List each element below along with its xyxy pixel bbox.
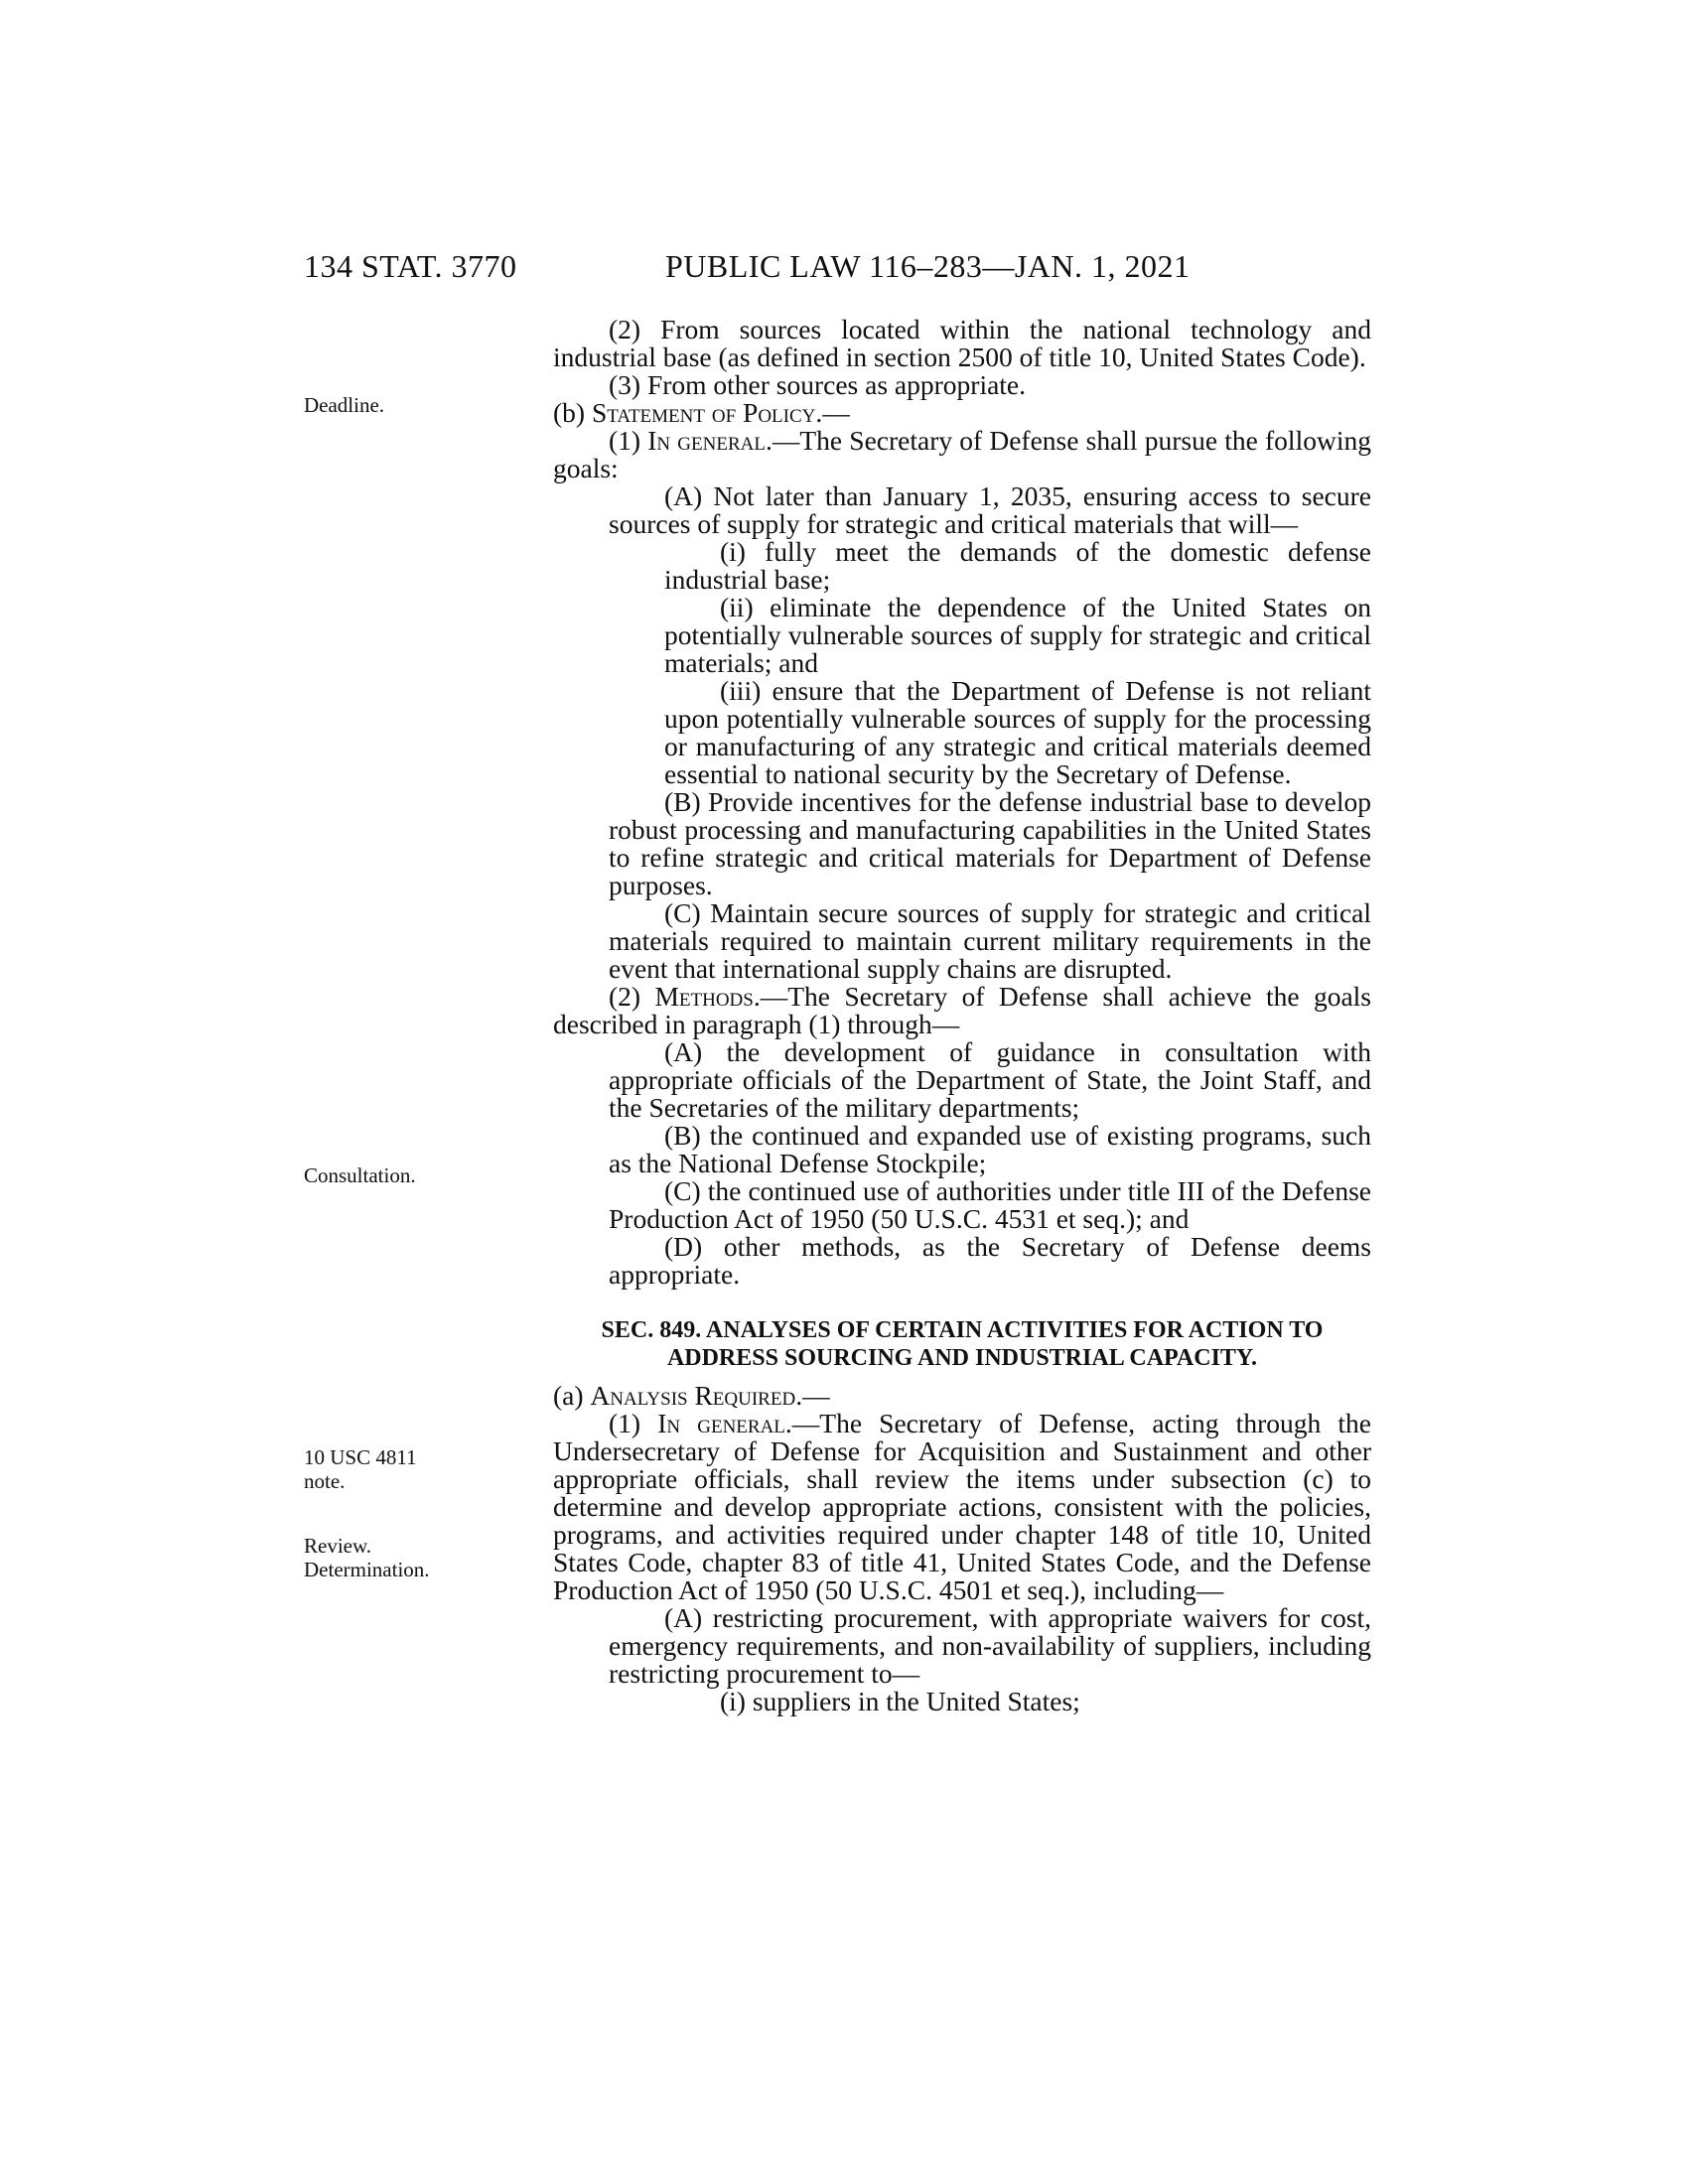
paragraph-b1-prefix: (1)	[609, 425, 648, 456]
margin-note-review-line: Review.	[304, 1534, 372, 1558]
subparagraph-b1C: (C) Maintain secure sources of supply for strategic and critical materials required to maintain current military requirements in the event that international supply chains are disrupted.	[609, 897, 1371, 984]
stat-page-number: 134 STAT. 3770	[304, 248, 517, 284]
clause-b1Ai: (i) fully meet the demands of the domestic defense industrial base;	[664, 536, 1371, 595]
sec849-paragraph-a1	[553, 1410, 1371, 1604]
sec849-clause-a1Ai: (i) suppliers in the United States;	[720, 1686, 1080, 1716]
margin-note-usc-line1: 10 USC 4811	[304, 1445, 417, 1469]
section-heading	[553, 1316, 1371, 1372]
paragraph-b1-text: .—The Secretary of Defense shall pursue the following goals:	[553, 425, 1371, 483]
clause-b1Aiii: (iii) ensure that the Department of Defense is not reliant upon potentially vulnerable sources of supply for the processing or manufacturing of any strategic and critical materials deemed essential to national security by the Secretary of Defense.	[664, 675, 1371, 789]
paragraph-a2: (2) From sources located within the national technology and industrial base (as defined in section 2500 of title 10, United States Code).	[553, 314, 1371, 372]
paragraph-b2	[553, 983, 1371, 1038]
sec849-a-title: Analysis Required	[590, 1380, 796, 1411]
margin-note-usc	[304, 1445, 417, 1493]
margin-note-consultation: Consultation.	[304, 1163, 416, 1187]
sec849-a-prefix: (a)	[553, 1380, 591, 1411]
paragraph-b2-prefix: (2)	[609, 981, 655, 1012]
subparagraph-b1A: (A) Not later than January 1, 2035, ensuring access to secure sources of supply for strategic and critical materials that will—	[609, 480, 1371, 539]
subparagraph-b2A: (A) the development of guidance in consultation with appropriate officials of the Department of State, the Joint Staff, and the Secretaries of the military departments;	[609, 1036, 1371, 1123]
subsection-b-title: Statement of Policy	[591, 397, 816, 428]
subparagraph-b1B: (B) Provide incentives for the defense industrial base to develop robust processing and manufacturing capabilities in the United States to refine strategic and critical materials for Department of Defense purposes.	[609, 786, 1371, 900]
sec849-a1-prefix: (1)	[609, 1408, 658, 1438]
paragraph-b1-heading: In general	[647, 425, 766, 456]
subsection-b-heading	[553, 399, 1371, 427]
paragraph-a3: (3) From other sources as appropriate.	[609, 369, 1027, 400]
margin-note-deadline: Deadline.	[304, 393, 385, 417]
subparagraph-b2C: (C) the continued use of authorities under title III of the Defense Production Act of 1950 (50 U.S.C. 4531 et seq.); and	[609, 1175, 1371, 1234]
margin-note-usc-line2: note.	[304, 1469, 346, 1493]
section-number: SEC. 849.	[601, 1317, 702, 1343]
subsection-b-suffix: .—	[815, 397, 850, 428]
margin-note-determination-line: Determination.	[304, 1558, 430, 1581]
section-title: ANALYSES OF CERTAIN ACTIVITIES FOR ACTION TO ADDRESS SOURCING AND INDUSTRIAL CAPACITY.	[666, 1317, 1324, 1371]
subparagraph-b2D: (D) other methods, as the Secretary of Defense deems appropriate.	[609, 1231, 1371, 1290]
statute-body	[553, 316, 1371, 1715]
paragraph-b2-heading: Methods	[654, 981, 754, 1012]
sec849-a1-heading: In general	[657, 1408, 785, 1438]
sec849-a-suffix: .—	[795, 1380, 830, 1411]
sec849-subsection-a-heading	[553, 1382, 1371, 1410]
paragraph-b2-text: .—The Secretary of Defense shall achieve the goals described in paragraph (1) through—	[553, 981, 1371, 1039]
sec849-subparagraph-a1A: (A) restricting procurement, with appropriate waivers for cost, emergency requirements, and non-availability of suppliers, including restricting procurement to—	[609, 1602, 1371, 1689]
subsection-b-prefix: (b)	[553, 397, 592, 428]
clause-b1Aii: (ii) eliminate the dependence of the United States on potentially vulnerable sources of supply for strategic and critical materials; and	[664, 592, 1371, 678]
margin-note-review	[304, 1534, 430, 1581]
sec849-a1-text: .—The Secretary of Defense, acting through the Undersecretary of Defense for Acquisition and Sustainment and other appropriate officials, shall review the items under subsection (c) to determine and develop appropriate actions, consistent with the policies, programs, and activities required under chapter 148 of title 10, United States Code, chapter 83 of title 41, United States Code, and the Defense Production Act of 1950 (50 U.S.C. 4501 et seq.), including—	[553, 1408, 1371, 1605]
paragraph-b1	[553, 427, 1371, 482]
subparagraph-b2B: (B) the continued and expanded use of existing programs, such as the National Defense Stockpile;	[609, 1120, 1371, 1178]
running-header-title: PUBLIC LAW 116–283—JAN. 1, 2021	[665, 248, 1191, 284]
